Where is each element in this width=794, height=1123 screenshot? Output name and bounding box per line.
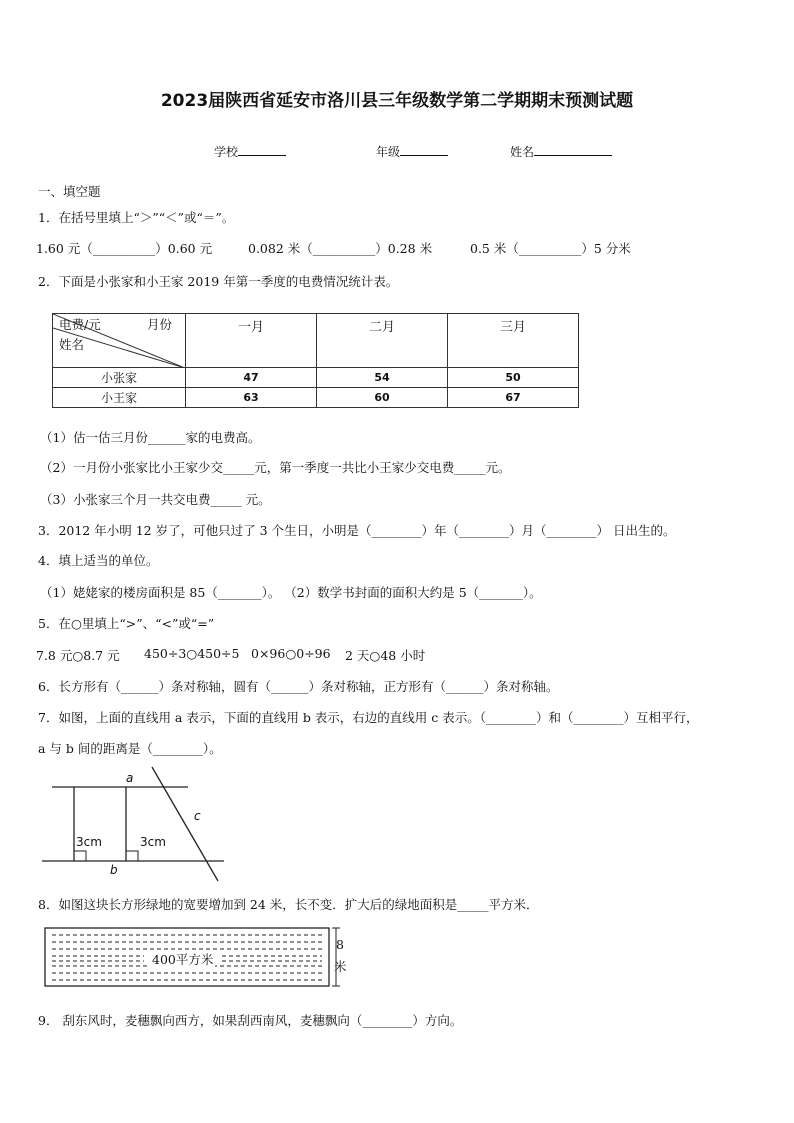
width-unit: 米 (334, 959, 347, 974)
q6-text: 6．长方形有（______）条对称轴，圆有（______）条对称轴，正方形有（______）条对称轴。 (38, 679, 559, 694)
q5-item-3: 0×96○0÷96 (251, 646, 331, 661)
name-label: 姓名 (510, 145, 535, 159)
length-label-2: 3cm (140, 835, 166, 849)
grade-label: 年级 (376, 145, 401, 159)
corner-bottom-label: 姓名 (59, 337, 85, 352)
school-field[interactable] (214, 142, 286, 160)
corner-top-label: 电费/元 (59, 317, 101, 332)
q1-item-1: 1.60 元（__________）0.60 元 (36, 241, 213, 256)
q7-line2: a 与 b 间的距离是（________）。 (38, 741, 222, 756)
label-c: c (194, 809, 201, 823)
table-row (53, 388, 579, 408)
lawn-figure (44, 925, 354, 989)
q5-item-4: 2 天○48 小时 (345, 648, 426, 663)
month-header: 一月 (186, 314, 317, 368)
q4-text: 4．填上适当的单位。 (38, 553, 159, 568)
row-name: 小张家 (53, 368, 186, 388)
table-cell: 54 (317, 368, 448, 388)
table-cell: 67 (448, 388, 579, 408)
q2-sub2: （2）一月份小张家比小王家少交_____元，第一季度一共比小王家少交电费_____元。 (40, 460, 511, 475)
corner-right-label: 月份 (147, 317, 173, 332)
label-b: b (110, 863, 118, 877)
q1-item-3: 0.5 米（__________）5 分米 (470, 241, 631, 256)
school-label: 学校 (214, 145, 239, 159)
name-field[interactable] (510, 142, 612, 160)
q5-text: 5．在○里填上“>”、“<”或“=” (38, 616, 215, 631)
q5-item-2: 450÷3○450÷5 (144, 646, 240, 661)
electricity-table (52, 313, 579, 408)
table-cell: 50 (448, 368, 579, 388)
q2-sub1: （1）估一估三月份______家的电费高。 (40, 430, 261, 445)
parallel-lines-figure (38, 763, 228, 885)
month-header: 三月 (448, 314, 579, 368)
width-number: 8 (336, 937, 344, 952)
q4-sub: （1）姥姥家的楼房面积是 85（_______）。 （2）数学书封面的面积大约是 5（_______）。 (40, 585, 542, 600)
q3-text: 3．2012 年小明 12 岁了，可他只过了 3 个生日，小明是（________）年（________）月（________） 日出生的。 (38, 523, 676, 538)
q9-text: 9． 刮东风时，麦穗飘向西方，如果刮西南风，麦穗飘向（________）方向。 (38, 1013, 463, 1028)
table-row (53, 368, 579, 388)
q1-text: 1．在括号里填上“＞”“＜”或“＝”。 (38, 210, 235, 225)
q8-text: 8．如图这块长方形绿地的宽要增加到 24 米，长不变．扩大后的绿地面积是_____平方米． (38, 897, 539, 912)
q7-line1: 7．如图，上面的直线用 a 表示，下面的直线用 b 表示，右边的直线用 c 表示。（________）和（________）互相平行， (38, 710, 699, 725)
length-label-1: 3cm (76, 835, 102, 849)
month-header: 二月 (317, 314, 448, 368)
q2-text: 2．下面是小张家和小王家 2019 年第一季度的电费情况统计表。 (38, 274, 399, 289)
table-cell: 60 (317, 388, 448, 408)
area-label: 400平方米 (152, 952, 214, 967)
grade-field[interactable] (376, 142, 448, 160)
q5-item-1: 7.8 元○8.7 元 (36, 648, 120, 663)
q1-item-2: 0.082 米（__________）0.28 米 (248, 241, 433, 256)
section-heading: 一、填空题 (38, 184, 101, 199)
page-title: 2023届陕西省延安市洛川县三年级数学第二学期期末预测试题 (160, 91, 634, 111)
table-cell: 63 (186, 388, 317, 408)
corner-cell (53, 314, 186, 368)
row-name: 小王家 (53, 388, 186, 408)
table-cell: 47 (186, 368, 317, 388)
label-a: a (126, 771, 134, 785)
q2-sub3: （3）小张家三个月一共交电费_____ 元。 (40, 492, 271, 507)
